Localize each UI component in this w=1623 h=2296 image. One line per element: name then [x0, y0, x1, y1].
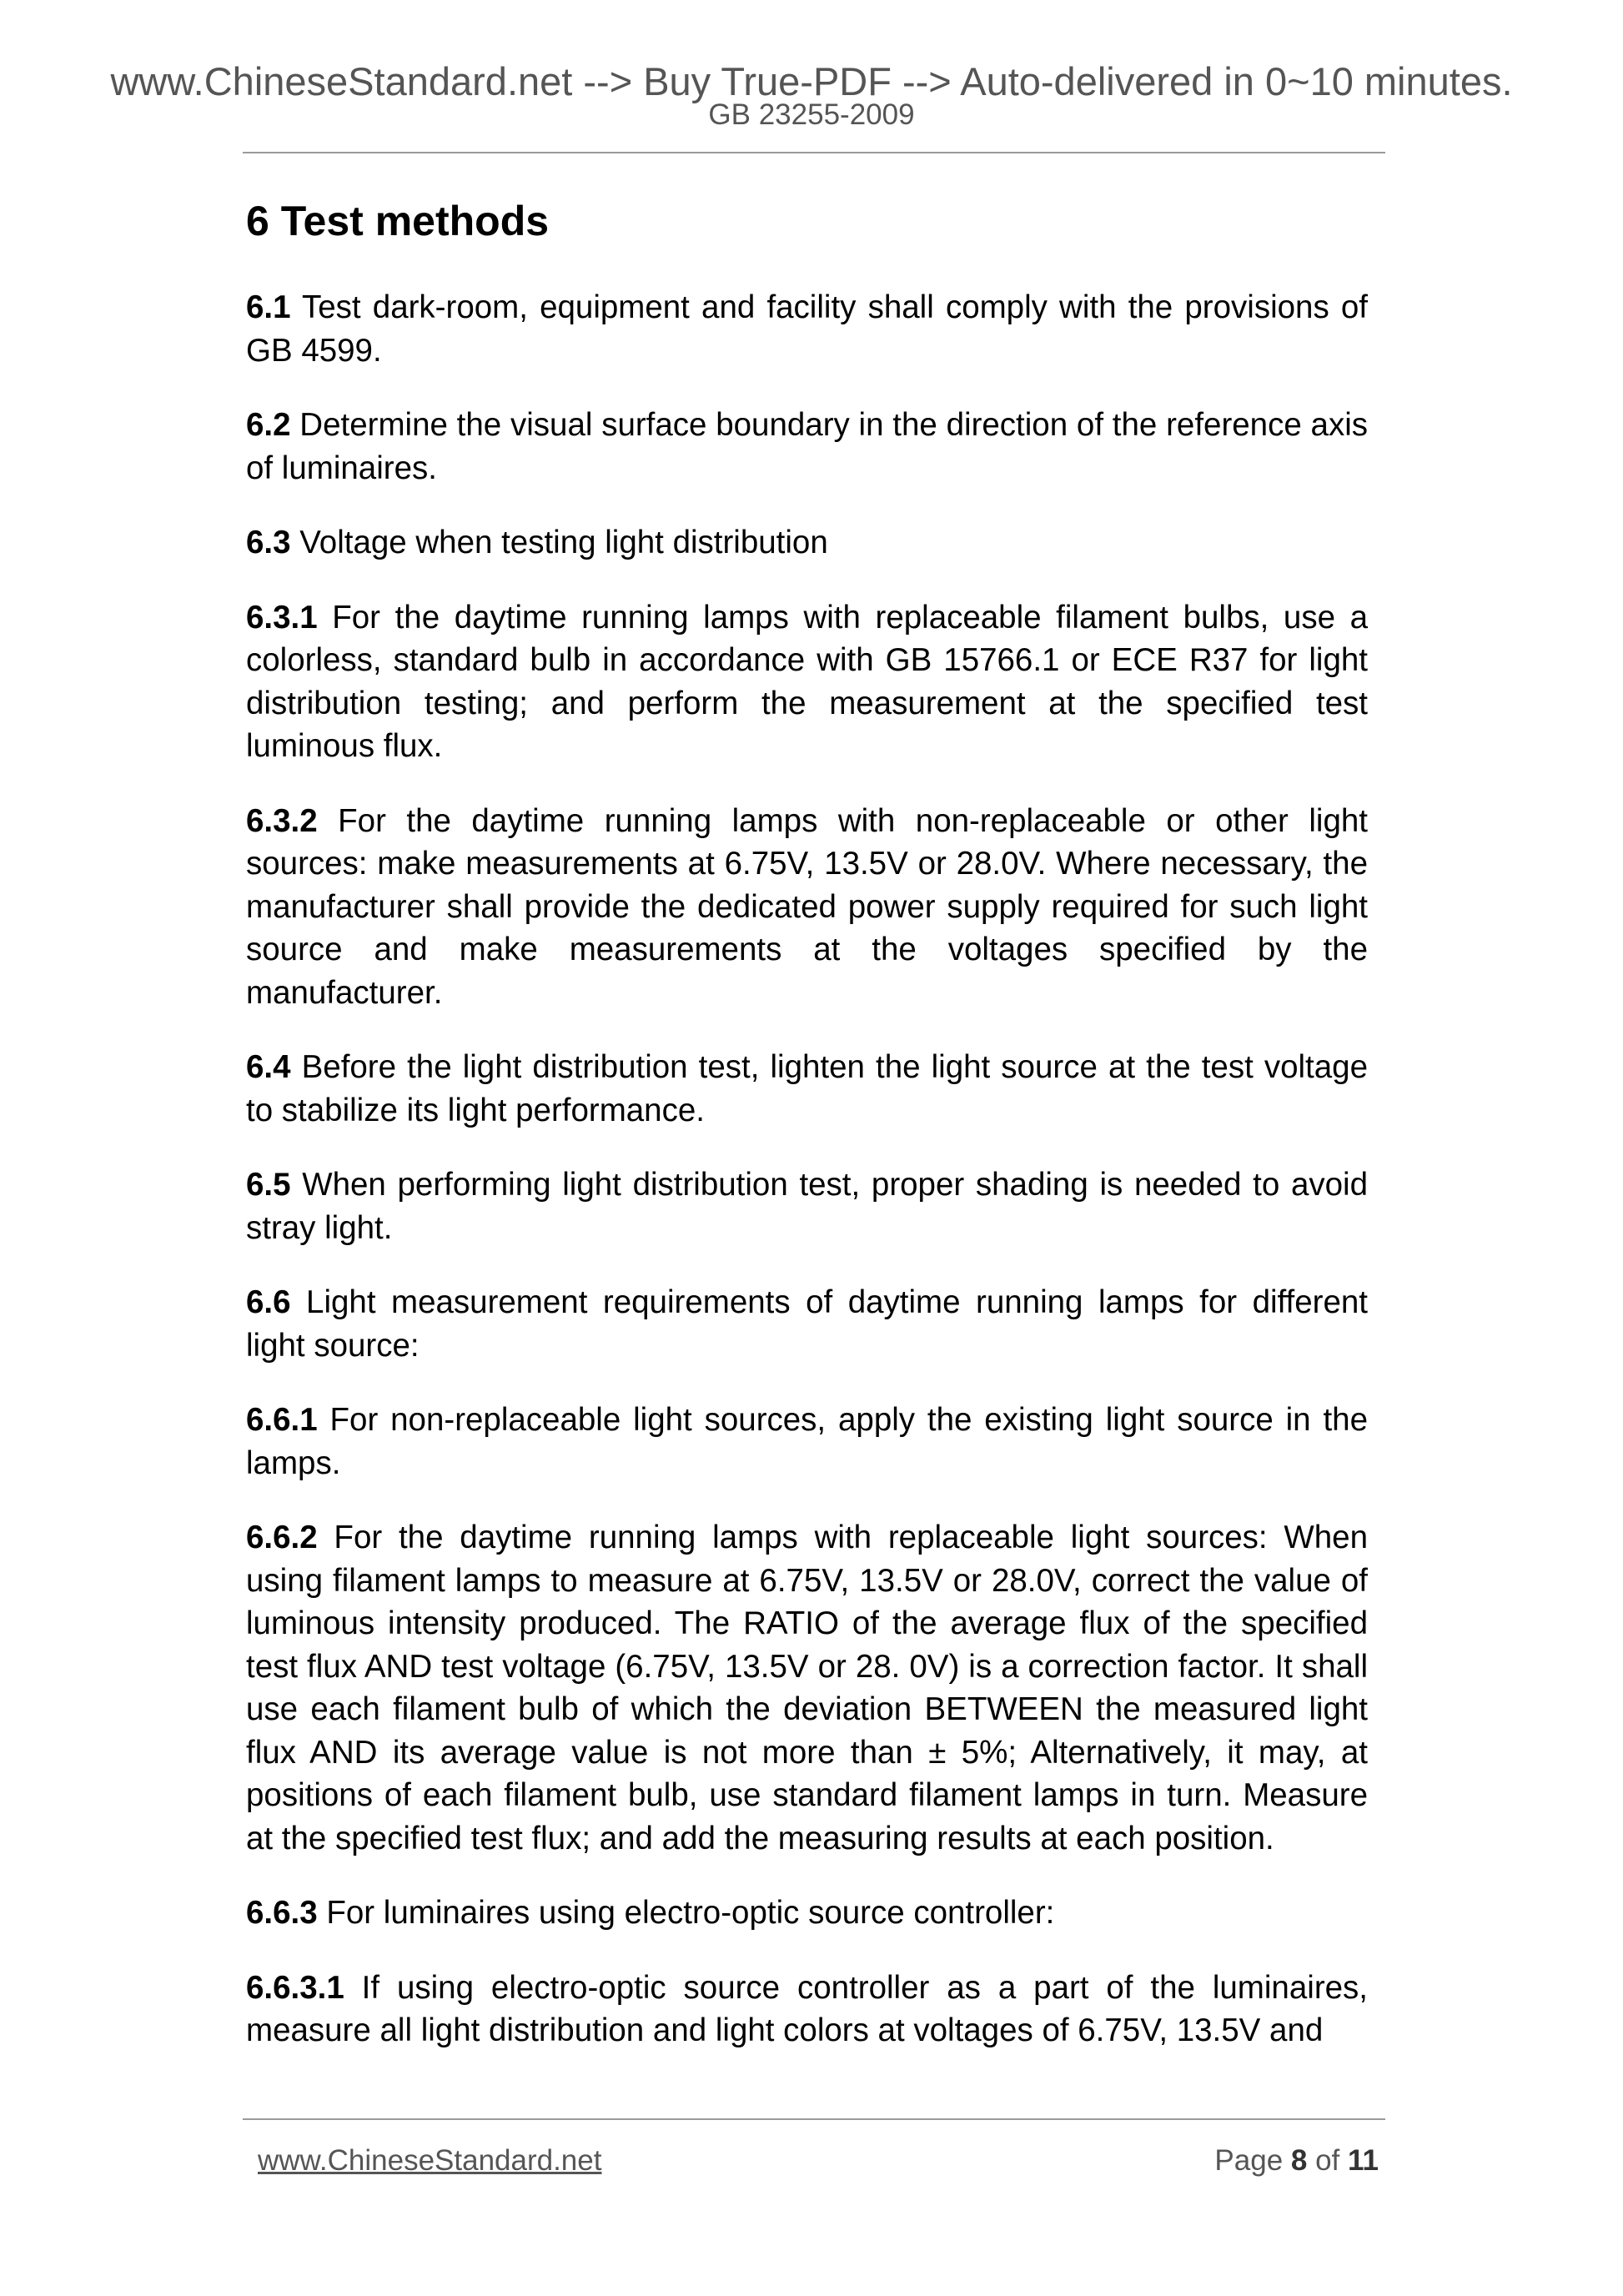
page-prefix: Page	[1214, 2144, 1291, 2177]
page-separator: of	[1307, 2144, 1348, 2177]
page-indicator	[1214, 2143, 1379, 2178]
clause-text: Determine the visual surface boundary in the direction of the reference axis of luminaires.	[246, 407, 1368, 486]
footer-site-link[interactable]: www.ChineseStandard.net	[258, 2144, 602, 2177]
clause-6-6-1	[246, 1399, 1368, 1485]
total-pages-number: 11	[1348, 2144, 1379, 2177]
clause-text: Voltage when testing light distribution	[290, 525, 828, 560]
clause-text: For the daytime running lamps with replaceable filament bulbs, use a colorless, standard bulb in accordance with GB 15766.1 or ECE R37 for light distribution testing; and perform the measurement at the specified test luminous flux.	[246, 599, 1368, 764]
clause-text: Test dark-room, equipment and facility shall comply with the provisions of GB 4599.	[246, 289, 1368, 369]
header-divider	[243, 152, 1385, 153]
clause-number: 6.3.1	[246, 599, 318, 636]
document-code: GB 23255-2009	[708, 98, 915, 131]
clause-number: 6.6	[246, 1284, 291, 1320]
clause-6-3-2	[246, 800, 1368, 1015]
clause-text: If using electro-optic source controller as a part of the luminaires, measure all light distribution and light colors at voltages of 6.75V, 13.5V and	[246, 1969, 1368, 2048]
clause-text: Before the light distribution test, lighten the light source at the test voltage to stabilize its light performance.	[246, 1049, 1368, 1128]
clause-6-3	[246, 521, 1368, 565]
clause-text: Light measurement requirements of daytime running lamps for different light source:	[246, 1284, 1368, 1364]
clause-6-1	[246, 286, 1368, 372]
clause-number: 6.4	[246, 1049, 291, 1085]
clause-number: 6.6.3	[246, 1895, 318, 1931]
clause-number: 6.3	[246, 525, 291, 560]
clause-text: For the daytime running lamps with replaceable light sources: When using filament lamps to measure at 6.75V, 13.5V or 28.0V, correct the value of luminous intensity produced. The RATIO of the average flux of the specified test flux AND test voltage (6.75V, 13.5V or 28. 0V) is a correction factor. It shall use each filament bulb of which the deviation BETWEEN the measured light flux AND its average value is not more than ± 5%; Alternatively, it may, at positions of each filament bulb, use standard filament lamps in turn. Measure at the specified test flux; and add the measuring results at each position.	[246, 1520, 1368, 1856]
footer-divider	[243, 2118, 1385, 2120]
clause-6-4	[246, 1046, 1368, 1132]
page-content	[246, 196, 1368, 2084]
clause-6-6-3-1	[246, 1967, 1368, 2052]
clause-number: 6.5	[246, 1167, 291, 1203]
clause-text: For the daytime running lamps with non-replaceable or other light sources: make measurements at 6.75V, 13.5V or 28.0V. Where necessary, the manufacturer shall provide the dedicated power supply required for such light source and make measurements at the voltages specified by the manufacturer.	[246, 802, 1368, 1011]
clause-number: 6.1	[246, 289, 291, 325]
clause-6-3-1	[246, 596, 1368, 768]
current-page-number: 8	[1290, 2144, 1308, 2177]
clause-number: 6.2	[246, 407, 291, 443]
clause-6-6-3	[246, 1892, 1368, 1935]
clause-number: 6.6.1	[246, 1402, 318, 1438]
section-title: 6 Test methods	[246, 198, 550, 244]
clause-6-6-2	[246, 1516, 1368, 1860]
clause-6-6	[246, 1281, 1368, 1367]
clause-text: When performing light distribution test, proper shading is needed to avoid stray light.	[246, 1167, 1368, 1246]
clause-text: For luminaires using electro-optic source controller:	[317, 1895, 1055, 1931]
top-banner-link[interactable]: www.ChineseStandard.net --> Buy True-PDF --> Auto-delivered in 0~10 minutes.	[110, 59, 1513, 103]
clause-6-2	[246, 404, 1368, 490]
clause-6-5	[246, 1163, 1368, 1249]
clause-number: 6.6.2	[246, 1520, 318, 1555]
clause-number: 6.3.2	[246, 802, 318, 839]
clause-number: 6.6.3.1	[246, 1969, 344, 2006]
clause-text: For non-replaceable light sources, apply the existing light source in the lamps.	[246, 1402, 1368, 1481]
